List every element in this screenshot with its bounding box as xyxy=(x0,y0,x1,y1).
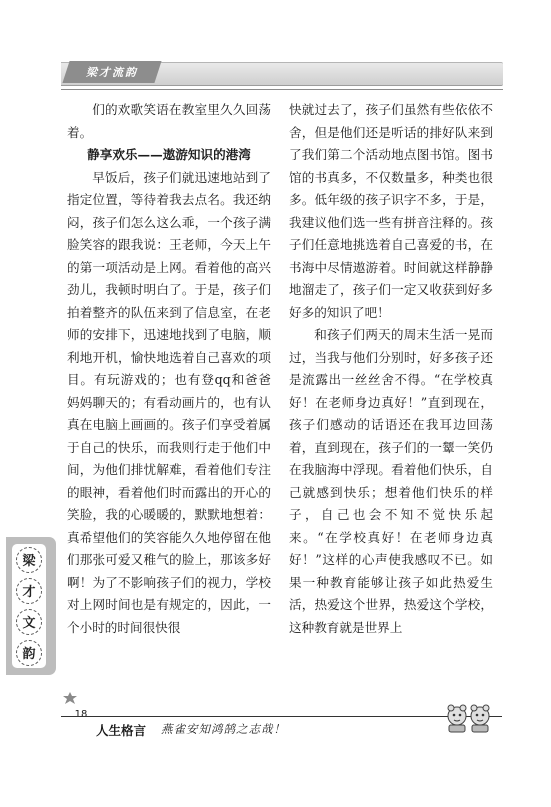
section-title-tab xyxy=(62,61,161,83)
page-number: 18 xyxy=(74,708,88,720)
footer-motto: 燕雀安知鸿鹄之志哉！ xyxy=(161,722,286,736)
section-subheading: 静享欢乐——遨游知识的港湾 xyxy=(87,147,251,162)
side-tab-char: 才 xyxy=(16,578,42,604)
header-rule xyxy=(61,89,503,90)
footer-rule xyxy=(61,716,502,717)
right-paragraph-continued: 快就过去了，孩子们虽然有些依依不舍，但是他们还是听话的排好队来到了我们第二个活动地点图书馆。图书馆的书真多，不仅数量多，种类也很多。低年级的孩子识字不多，于是，我建议他们选一些有拼音注释的。孩子们任意地挑选着自己喜爱的书，在书海中尽情遨游着。时间就这样静静地溜走了，孩子们一定又收获到好多好多的知识了吧！ xyxy=(289,102,493,320)
side-tab-char: 韵 xyxy=(16,640,42,666)
mascots-icon xyxy=(444,703,494,733)
side-tab-char: 文 xyxy=(16,609,42,635)
right-paragraph-main: 和孩子们两天的周末生活一晃而过，当我与他们分别时，好多孩子还是流露出一丝丝舍不得。“在学校真好！在老师身边真好！”直到现在，孩子们感动的话语还在我耳边回荡着，直到现在，孩子们的一颦一笑仍在我脑海中浮现。看着他们快乐，自己就感到快乐；想着他们快乐的样子，自己也会不知不觉快乐起来。“在学校真好！在老师身边真好！”这样的心声使我感叹不已。如果一种教育能够让孩子如此热爱生活，热爱这个世界，热爱这个学校，这种教育就是世界上 xyxy=(289,327,493,635)
leaf-icon xyxy=(62,691,78,705)
left-column xyxy=(67,99,271,639)
left-paragraph-main: 早饭后，孩子们就迅速地站到了指定位置，等待着我去点名。我还纳闷，孩子们怎么这么乖，一个孩子满脸笑容的跟我说：王老师，今天上午的第一项活动是上网。看着他的高兴劲儿，我顿时明白了。于是，孩子们拍着整齐的队伍来到了信息室，在老师的安排下，迅速地找到了电脑，顺利地开机，愉快地选着自己喜欢的项目。有玩游戏的；也有登qq和爸爸妈妈聊天的；有看动画片的，也有认真在电脑上画画的。孩子们享受着属于自己的快乐，而我则行走于他们中间，为他们排忧解难，看着他们专注的眼神，看着他们时而露出的开心的笑脸，我的心暖暖的，默默地想着：真希望他们的笑容能久久地停留在他们那张可爱又稚气的脸上，那该多好啊！为了不影响孩子们的视力，学校对上网时间也是有规定的，因此，一个小时的时间很快很 xyxy=(67,169,271,635)
right-column xyxy=(289,99,493,639)
footer-label: 人生格言 xyxy=(96,723,147,738)
left-paragraph-continued: 们的欢歌笑语在教室里久久回荡着。 xyxy=(67,102,271,140)
side-tab-label xyxy=(12,544,46,668)
section-title: 梁才流韵 xyxy=(86,66,138,79)
side-tab-char: 梁 xyxy=(16,547,42,573)
